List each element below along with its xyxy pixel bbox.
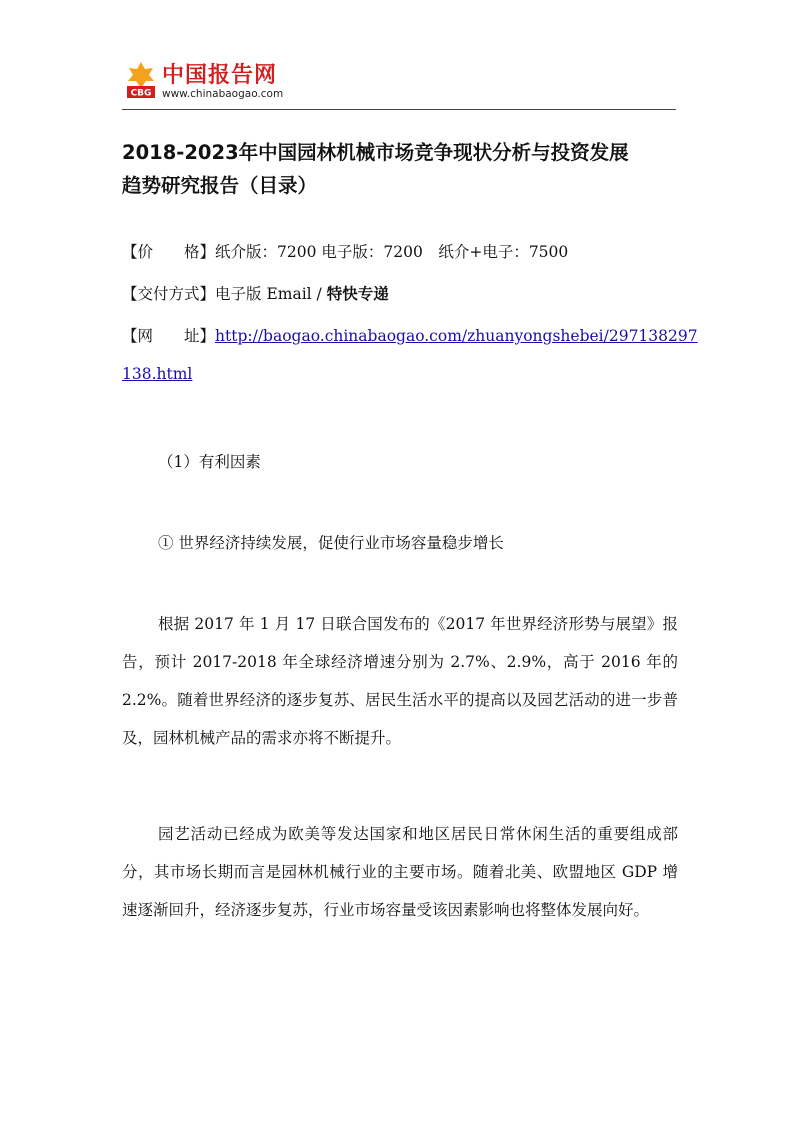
report-title — [122, 136, 682, 202]
price-label: 【价 格】 — [122, 243, 216, 261]
title-line-2: 趋势研究报告（目录） — [122, 174, 318, 197]
delivery-label: 【交付方式】 — [122, 285, 216, 303]
chinabaogao-logo-icon — [126, 60, 156, 100]
brand-name: 中国报告网 — [162, 63, 278, 88]
logo-text: CBG — [130, 88, 152, 99]
url-row — [122, 324, 702, 346]
site-header — [122, 58, 676, 110]
brand-url: www.chinabaogao.com — [162, 88, 284, 100]
section-heading: （1）有利因素 — [158, 453, 261, 471]
title-line-1: 2018-2023年中国园林机械市场竞争现状分析与投资发展 — [122, 141, 629, 164]
report-url-link[interactable]: http://baogao.chinabaogao.com/zhuanyongshebei/297138297 — [215, 327, 698, 345]
price-row — [122, 240, 702, 262]
header-divider — [122, 109, 676, 110]
price-value: 纸介版：7200 电子版：7200 纸介+电子：7500 — [215, 243, 569, 261]
body-paragraph-2: 园艺活动已经成为欧美等发达国家和地区居民日常休闲生活的重要组成部分，其市场长期而言是园林机械行业的主要市场。随着北美、欧盟地区 GDP 增速逐渐回升，经济逐步复苏，行业市场容量受该因素影响也将整体发展向好。 — [122, 825, 678, 919]
url-label: 【网 址】 — [122, 327, 216, 345]
subsection-heading: ① 世界经济持续发展，促使行业市场容量稳步增长 — [158, 534, 504, 552]
delivery-express: 特快专递 — [326, 285, 389, 303]
body-paragraph-1: 根据 2017 年 1 月 17 日联合国发布的《2017 年世界经济形势与展望》报告，预计 2017-2018 年全球经济增速分别为 2.7%、2.9%，高于 2016 年的 2.2%。随着世界经济的逐步复苏、居民生活水平的提高以及园艺活动的进一步普及，园林机械产品的需求亦将不断提升。 — [122, 615, 678, 747]
delivery-row — [122, 282, 702, 304]
delivery-value: 电子版 Email / — [215, 285, 327, 303]
url-row-continued — [122, 365, 192, 383]
report-url-link-continued[interactable]: 138.html — [122, 365, 193, 383]
